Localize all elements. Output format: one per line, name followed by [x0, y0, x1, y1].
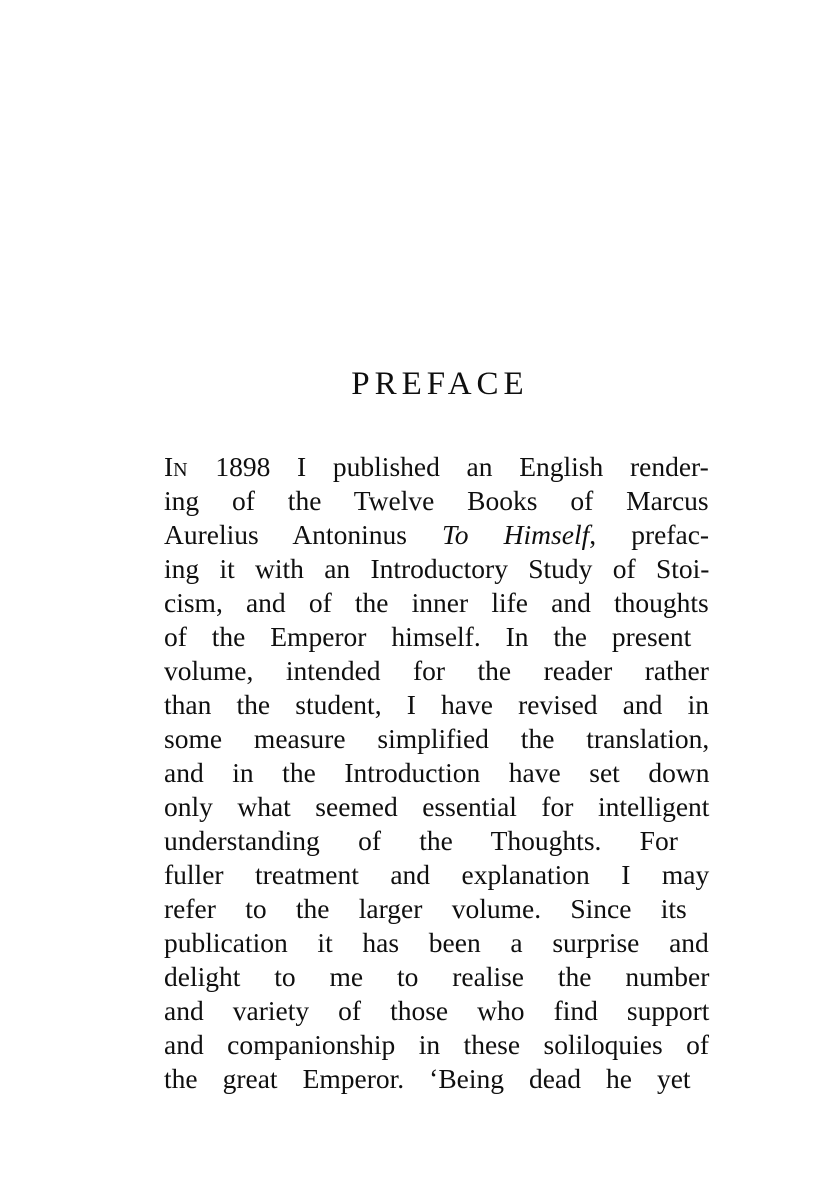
text-span: N	[173, 459, 189, 481]
text-span: publication it has been a surprise and	[164, 927, 709, 958]
text-line	[164, 620, 709, 654]
text-span: of the Emperor himself. In the present	[164, 621, 692, 652]
text-line	[164, 858, 709, 892]
text-line	[164, 994, 709, 1028]
text-span: cism, and of the inner life and thoughts	[164, 587, 709, 618]
text-span: delight to me to realise the number	[164, 961, 710, 992]
text-span: and variety of those who find support	[164, 995, 710, 1026]
text-span: and companionship in these soliloquies of	[164, 1029, 710, 1060]
text-span: volume, intended for the reader rather	[164, 655, 709, 686]
text-line	[164, 688, 709, 722]
text-span: some measure simplified the translation,	[164, 723, 710, 754]
text-span: ing of the Twelve Books of Marcus	[164, 485, 709, 516]
text-line	[164, 654, 709, 688]
text-line	[164, 484, 709, 518]
text-span: ing it with an Introductory Study of Stoi-	[164, 553, 710, 584]
text-line	[164, 824, 709, 858]
text-line	[164, 790, 709, 824]
text-line	[164, 722, 709, 756]
text-line	[164, 552, 709, 586]
text-span: refer to the larger volume. Since its	[164, 893, 687, 924]
preface-body	[164, 450, 709, 1096]
text-line	[164, 1062, 709, 1096]
text-span: Aurelius Antoninus	[164, 519, 443, 550]
text-span: than the student, I have revised and in	[164, 689, 709, 720]
italic-title: To Himself	[442, 519, 590, 550]
text-span: the great Emperor. ‘Being dead he yet	[164, 1063, 691, 1094]
text-span: and in the Introduction have set down	[164, 757, 710, 788]
text-line	[164, 518, 709, 552]
text-line	[164, 756, 709, 790]
text-span: I	[164, 451, 174, 482]
text-line	[164, 586, 709, 620]
text-line	[164, 960, 709, 994]
text-line	[164, 450, 709, 484]
text-line	[164, 892, 709, 926]
text-span: 1898 I published an English render-	[188, 451, 709, 482]
page-title: PREFACE	[351, 366, 529, 402]
text-span: fuller treatment and explanation I may	[164, 859, 710, 890]
text-line	[164, 1028, 709, 1062]
text-span: only what seemed essential for intelligent	[164, 791, 710, 822]
text-span: , prefac-	[589, 519, 710, 550]
text-span: understanding of the Thoughts. For	[164, 825, 678, 856]
text-line	[164, 926, 709, 960]
